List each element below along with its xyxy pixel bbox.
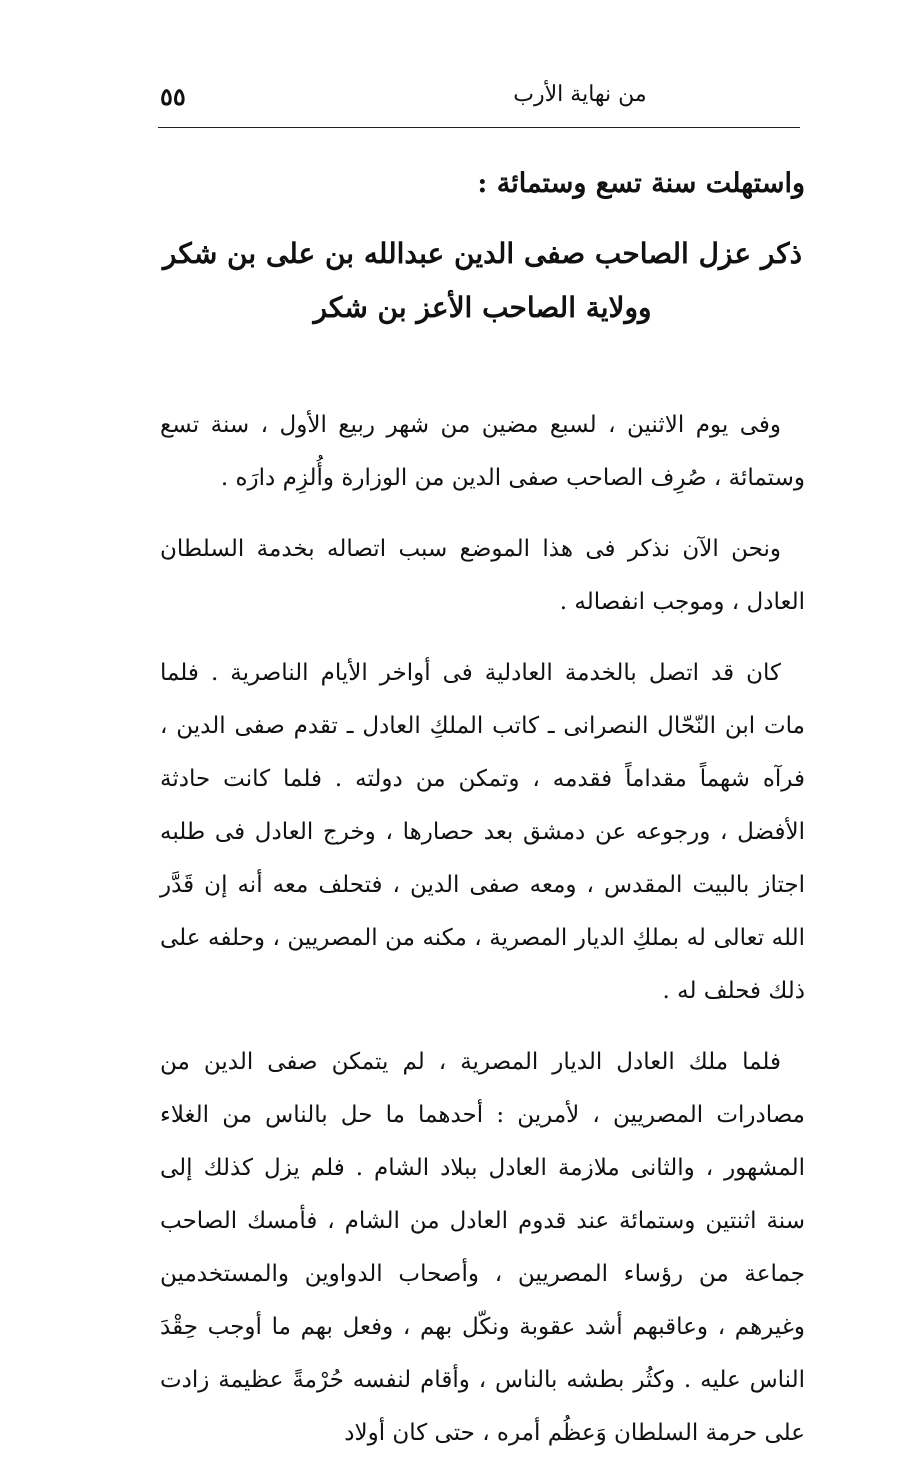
heading-line-2: وولاية الصاحب الأعز بن شكر — [313, 291, 652, 324]
paragraph-2: ونحن الآن نذكر فى هذا الموضع سبب اتصاله بخدمة السلطان العادل ، وموجب انفصاله . — [160, 536, 805, 615]
header-rule — [158, 127, 800, 128]
page-header — [160, 82, 800, 122]
paragraph-4: فلما ملك العادل الديار المصرية ، لم يتمكن صفى الدين من مصادرات المصريين ، لأمرين : أحدهما ما حل بالناس من الغلاء المشهور ، والثانى ملازمة العادل ببلاد الشام . فلم يزل كذلك إلى سنة اثنتين وستمائة عند قدوم العادل من الشام ، فأمسك الصاحب جماعة من رؤساء المصريين ، وأصحاب الدواوين والمستخدمين وغيرهم ، وعاقبهم أشد عقوبة ونكّل بهم ، وفعل بهم ما أوجب حِقْدَ الناس عليه . وكثُر بطشه بالناس ، وأقام لنفسه حُرْمةً عظيمة زادت على حرمة السلطان وَعظُم أمره ، حتى كان أولاد — [160, 1049, 805, 1446]
year-line: واستهلت سنة تسع وستمائة : — [477, 168, 805, 199]
running-title: من نهاية الأرب — [513, 82, 647, 107]
section-heading — [160, 227, 805, 335]
page-body — [160, 168, 805, 1478]
page-number: ٥٥ — [160, 82, 186, 111]
paragraph-1: وفى يوم الاثنين ، لسبع مضين من شهر ربيع الأول ، سنة تسع وستمائة ، صُرِف الصاحب صفى الدين من الوزارة وأُلزِم دارَه . — [160, 412, 805, 491]
paragraph-3: كان قد اتصل بالخدمة العادلية فى أواخر الأيام الناصرية . فلما مات ابن النّحّال النصرانى ـ كاتب الملكِ العادل ـ تقدم صفى الدين ، فرآه شهماً مقداماً فقدمه ، وتمكن من دولته . فلما كانت حادثة الأفضل ، ورجوعه عن دمشق بعد حصارها ، وخرج العادل فى طلبه اجتاز بالبيت المقدس ، ومعه صفى الدين ، فتحلف معه أنه إن قَدَّر الله تعالى له بملكِ الديار المصرية ، مكنه من المصريين ، وحلفه على ذلك فحلف له . — [160, 660, 805, 1004]
heading-line-1: ذكر عزل الصاحب صفى الدين عبدالله بن على بن شكر — [162, 237, 803, 270]
